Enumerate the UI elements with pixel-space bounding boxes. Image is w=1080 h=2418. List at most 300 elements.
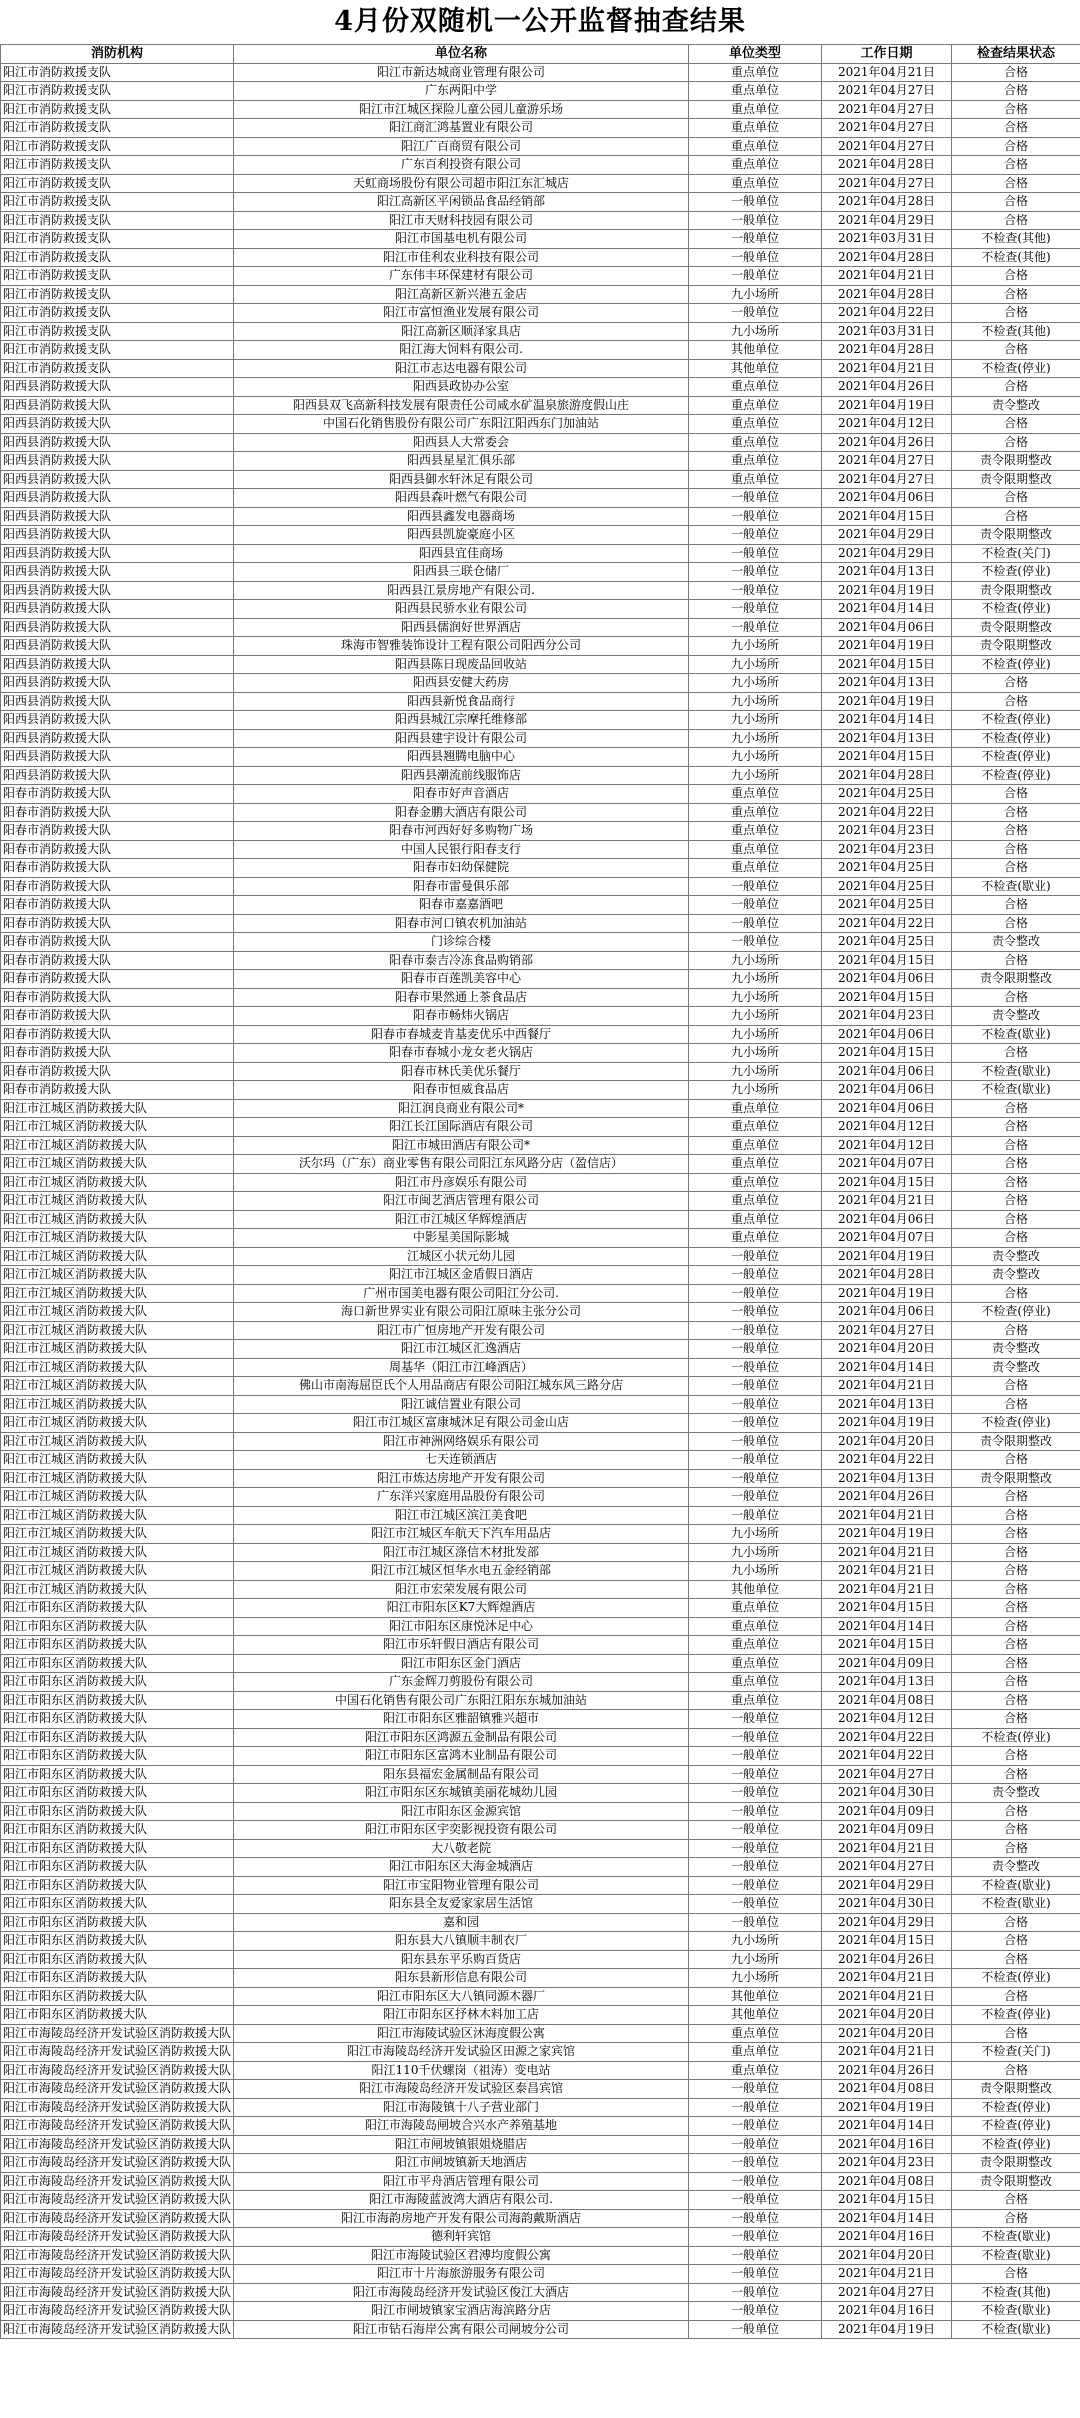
cell-agency: 阳江市海陵岛经济开发试验区消防救援大队 xyxy=(1,2154,234,2173)
cell-agency: 阳江市消防救援支队 xyxy=(1,82,234,101)
cell-unit-name: 阳江海大饲料有限公司. xyxy=(234,341,689,360)
cell-unit-type: 重点单位 xyxy=(689,785,822,804)
cell-unit-name: 沃尔玛（广东）商业零售有限公司阳江东风路分店（盈信店） xyxy=(234,1155,689,1174)
cell-unit-name: 阳西县儒润好世界酒店 xyxy=(234,618,689,637)
cell-unit-type: 重点单位 xyxy=(689,1118,822,1137)
cell-agency: 阳春市消防救援大队 xyxy=(1,1081,234,1100)
cell-work-date: 2021年04月22日 xyxy=(822,914,952,933)
cell-agency: 阳江市阳东区消防救援大队 xyxy=(1,1932,234,1951)
cell-unit-name: 阳春市河西好好多购物广场 xyxy=(234,822,689,841)
cell-unit-name: 阳西县凯旋豪庭小区 xyxy=(234,526,689,545)
cell-work-date: 2021年04月15日 xyxy=(822,1173,952,1192)
cell-work-date: 2021年04月22日 xyxy=(822,1747,952,1766)
cell-result-status: 不检查(其他) xyxy=(952,230,1080,249)
cell-work-date: 2021年04月06日 xyxy=(822,1099,952,1118)
cell-unit-name: 阳江市阳东区宇奕影视投资有限公司 xyxy=(234,1821,689,1840)
cell-unit-type: 其他单位 xyxy=(689,2006,822,2025)
cell-result-status: 不检查(歇业) xyxy=(952,2246,1080,2265)
cell-unit-name: 阳春市畅炜火锅店 xyxy=(234,1007,689,1026)
cell-agency: 阳江市江城区消防救援大队 xyxy=(1,1303,234,1322)
cell-result-status: 不检查(歇业) xyxy=(952,1025,1080,1044)
cell-unit-type: 重点单位 xyxy=(689,137,822,156)
cell-work-date: 2021年04月21日 xyxy=(822,267,952,286)
cell-unit-type: 重点单位 xyxy=(689,859,822,878)
cell-work-date: 2021年04月27日 xyxy=(822,1321,952,1340)
cell-unit-name: 阳江市钻石海岸公寓有限公司闸坡分公司 xyxy=(234,2320,689,2339)
table-row xyxy=(1,914,1080,933)
cell-work-date: 2021年04月15日 xyxy=(822,1599,952,1618)
cell-unit-name: 阳江市江城区恒华水电五金经销部 xyxy=(234,1562,689,1581)
table-row xyxy=(1,1340,1080,1359)
cell-unit-name: 阳江市闸坡镇银姐烧腊店 xyxy=(234,2135,689,2154)
table-row xyxy=(1,711,1080,730)
cell-result-status: 合格 xyxy=(952,1673,1080,1692)
cell-unit-name: 阳西县民骄水业有限公司 xyxy=(234,600,689,619)
cell-agency: 阳江市消防救援支队 xyxy=(1,193,234,212)
cell-work-date: 2021年04月27日 xyxy=(822,119,952,138)
cell-result-status: 责令限期整改 xyxy=(952,970,1080,989)
cell-work-date: 2021年04月21日 xyxy=(822,359,952,378)
cell-result-status: 合格 xyxy=(952,433,1080,452)
table-row xyxy=(1,470,1080,489)
table-row xyxy=(1,2172,1080,2191)
cell-agency: 阳江市海陵岛经济开发试验区消防救援大队 xyxy=(1,2228,234,2247)
table-row xyxy=(1,1987,1080,2006)
table-row xyxy=(1,1636,1080,1655)
cell-agency: 阳江市消防救援支队 xyxy=(1,267,234,286)
cell-unit-type: 重点单位 xyxy=(689,63,822,82)
table-row xyxy=(1,1025,1080,1044)
cell-result-status: 合格 xyxy=(952,1710,1080,1729)
table-row xyxy=(1,489,1080,508)
cell-agency: 阳江市江城区消防救援大队 xyxy=(1,1136,234,1155)
table-row xyxy=(1,174,1080,193)
cell-unit-type: 一般单位 xyxy=(689,1876,822,1895)
table-row xyxy=(1,322,1080,341)
cell-result-status: 合格 xyxy=(952,840,1080,859)
cell-agency: 阳江市阳东区消防救援大队 xyxy=(1,1673,234,1692)
cell-unit-type: 九小场所 xyxy=(689,1062,822,1081)
cell-result-status: 不检查(其他) xyxy=(952,248,1080,267)
cell-result-status: 合格 xyxy=(952,63,1080,82)
cell-result-status: 合格 xyxy=(952,1321,1080,1340)
cell-work-date: 2021年04月20日 xyxy=(822,2246,952,2265)
cell-work-date: 2021年04月13日 xyxy=(822,1395,952,1414)
cell-unit-type: 九小场所 xyxy=(689,322,822,341)
cell-work-date: 2021年04月28日 xyxy=(822,193,952,212)
cell-result-status: 合格 xyxy=(952,1617,1080,1636)
cell-agency: 阳江市阳东区消防救援大队 xyxy=(1,1913,234,1932)
cell-unit-type: 重点单位 xyxy=(689,1192,822,1211)
cell-unit-name: 阳江市阳东区富鸿木业制品有限公司 xyxy=(234,1747,689,1766)
cell-work-date: 2021年04月06日 xyxy=(822,970,952,989)
cell-result-status: 责令限期整改 xyxy=(952,452,1080,471)
cell-result-status: 责令限期整改 xyxy=(952,2154,1080,2173)
cell-result-status: 不检查(停业) xyxy=(952,563,1080,582)
cell-agency: 阳江市阳东区消防救援大队 xyxy=(1,1969,234,1988)
cell-unit-type: 九小场所 xyxy=(689,285,822,304)
cell-unit-name: 阳江高新区平闲锁品食品经销部 xyxy=(234,193,689,212)
cell-unit-type: 一般单位 xyxy=(689,1802,822,1821)
cell-work-date: 2021年04月28日 xyxy=(822,341,952,360)
table-row xyxy=(1,1173,1080,1192)
cell-agency: 阳西县消防救援大队 xyxy=(1,766,234,785)
cell-result-status: 合格 xyxy=(952,193,1080,212)
cell-result-status: 不检查(歇业) xyxy=(952,2302,1080,2321)
cell-agency: 阳江市阳东区消防救援大队 xyxy=(1,1876,234,1895)
cell-result-status: 合格 xyxy=(952,822,1080,841)
cell-result-status: 责令限期整改 xyxy=(952,637,1080,656)
cell-result-status: 合格 xyxy=(952,1173,1080,1192)
cell-unit-name: 阳江市阳东区雅韶镇雅兴超市 xyxy=(234,1710,689,1729)
cell-work-date: 2021年04月09日 xyxy=(822,1654,952,1673)
cell-unit-type: 九小场所 xyxy=(689,748,822,767)
cell-result-status: 责令限期整改 xyxy=(952,1432,1080,1451)
cell-agency: 阳江市消防救援支队 xyxy=(1,174,234,193)
table-row xyxy=(1,2061,1080,2080)
cell-unit-name: 阳江市宝阳物业管理有限公司 xyxy=(234,1876,689,1895)
cell-unit-name: 阳江市海陵岛闸坡合兴水产养殖基地 xyxy=(234,2117,689,2136)
cell-result-status: 不检查(停业) xyxy=(952,2006,1080,2025)
cell-result-status: 合格 xyxy=(952,2209,1080,2228)
cell-unit-type: 重点单位 xyxy=(689,82,822,101)
cell-result-status: 合格 xyxy=(952,1099,1080,1118)
table-row xyxy=(1,2246,1080,2265)
cell-agency: 阳江市消防救援支队 xyxy=(1,285,234,304)
cell-agency: 阳江市阳东区消防救援大队 xyxy=(1,1821,234,1840)
cell-unit-type: 九小场所 xyxy=(689,951,822,970)
cell-result-status: 合格 xyxy=(952,1821,1080,1840)
cell-result-status: 合格 xyxy=(952,267,1080,286)
cell-work-date: 2021年04月30日 xyxy=(822,1784,952,1803)
cell-unit-type: 一般单位 xyxy=(689,1284,822,1303)
cell-agency: 阳春市消防救援大队 xyxy=(1,933,234,952)
cell-unit-type: 一般单位 xyxy=(689,2172,822,2191)
cell-unit-name: 阳江市海陵蓝波湾大酒店有限公司. xyxy=(234,2191,689,2210)
cell-unit-name: 阳春市泰吉冷冻食品购销部 xyxy=(234,951,689,970)
cell-result-status: 不检查(歇业) xyxy=(952,1876,1080,1895)
cell-result-status: 不检查(关门) xyxy=(952,2043,1080,2062)
cell-result-status: 合格 xyxy=(952,82,1080,101)
cell-work-date: 2021年03月31日 xyxy=(822,230,952,249)
cell-agency: 阳江市消防救援支队 xyxy=(1,211,234,230)
cell-work-date: 2021年04月26日 xyxy=(822,378,952,397)
cell-agency: 阳江市江城区消防救援大队 xyxy=(1,1321,234,1340)
cell-unit-type: 一般单位 xyxy=(689,1488,822,1507)
cell-work-date: 2021年04月27日 xyxy=(822,174,952,193)
cell-result-status: 合格 xyxy=(952,1506,1080,1525)
cell-work-date: 2021年04月27日 xyxy=(822,1858,952,1877)
cell-agency: 阳江市消防救援支队 xyxy=(1,63,234,82)
cell-agency: 阳江市阳东区消防救援大队 xyxy=(1,1691,234,1710)
cell-unit-name: 阳江润良商业有限公司* xyxy=(234,1099,689,1118)
cell-result-status: 合格 xyxy=(952,1136,1080,1155)
results-table xyxy=(0,44,1080,2339)
cell-agency: 阳江市江城区消防救援大队 xyxy=(1,1192,234,1211)
cell-unit-type: 一般单位 xyxy=(689,2209,822,2228)
cell-agency: 阳江市江城区消防救援大队 xyxy=(1,1340,234,1359)
cell-agency: 阳春市消防救援大队 xyxy=(1,1025,234,1044)
table-row xyxy=(1,1617,1080,1636)
table-row xyxy=(1,581,1080,600)
cell-unit-name: 阳江高新区顺泽家具店 xyxy=(234,322,689,341)
table-row xyxy=(1,544,1080,563)
cell-work-date: 2021年04月28日 xyxy=(822,285,952,304)
table-row xyxy=(1,396,1080,415)
cell-work-date: 2021年04月06日 xyxy=(822,1025,952,1044)
table-row xyxy=(1,1321,1080,1340)
cell-unit-type: 一般单位 xyxy=(689,2154,822,2173)
cell-unit-name: 阳江市阳东区金门酒店 xyxy=(234,1654,689,1673)
cell-work-date: 2021年04月20日 xyxy=(822,1340,952,1359)
cell-result-status: 合格 xyxy=(952,304,1080,323)
cell-unit-type: 重点单位 xyxy=(689,378,822,397)
cell-agency: 阳江市阳东区消防救援大队 xyxy=(1,1765,234,1784)
cell-unit-type: 一般单位 xyxy=(689,1506,822,1525)
cell-agency: 阳江市海陵岛经济开发试验区消防救援大队 xyxy=(1,2061,234,2080)
cell-work-date: 2021年04月21日 xyxy=(822,1543,952,1562)
cell-result-status: 合格 xyxy=(952,378,1080,397)
table-row xyxy=(1,951,1080,970)
cell-unit-name: 阳江长江国际酒店有限公司 xyxy=(234,1118,689,1137)
cell-unit-type: 重点单位 xyxy=(689,1673,822,1692)
cell-result-status: 合格 xyxy=(952,489,1080,508)
cell-unit-name: 阳江市阳东区金源宾馆 xyxy=(234,1802,689,1821)
cell-unit-type: 一般单位 xyxy=(689,267,822,286)
cell-unit-type: 九小场所 xyxy=(689,1525,822,1544)
cell-result-status: 合格 xyxy=(952,211,1080,230)
table-row xyxy=(1,1469,1080,1488)
cell-agency: 阳江市江城区消防救援大队 xyxy=(1,1525,234,1544)
cell-work-date: 2021年04月15日 xyxy=(822,988,952,1007)
table-row xyxy=(1,822,1080,841)
table-row xyxy=(1,859,1080,878)
table-row xyxy=(1,1580,1080,1599)
cell-work-date: 2021年04月20日 xyxy=(822,2006,952,2025)
table-row xyxy=(1,248,1080,267)
cell-work-date: 2021年03月31日 xyxy=(822,322,952,341)
cell-unit-type: 重点单位 xyxy=(689,1099,822,1118)
cell-work-date: 2021年04月21日 xyxy=(822,1839,952,1858)
cell-result-status: 合格 xyxy=(952,1654,1080,1673)
cell-result-status: 合格 xyxy=(952,174,1080,193)
cell-work-date: 2021年04月06日 xyxy=(822,1303,952,1322)
cell-agency: 阳春市消防救援大队 xyxy=(1,822,234,841)
cell-unit-name: 阳江市国基电机有限公司 xyxy=(234,230,689,249)
table-row xyxy=(1,1765,1080,1784)
table-row xyxy=(1,877,1080,896)
cell-work-date: 2021年04月26日 xyxy=(822,2061,952,2080)
cell-unit-type: 重点单位 xyxy=(689,156,822,175)
cell-work-date: 2021年04月16日 xyxy=(822,2228,952,2247)
cell-unit-name: 德利轩宾馆 xyxy=(234,2228,689,2247)
cell-unit-name: 阳西县星星汇俱乐部 xyxy=(234,452,689,471)
table-row xyxy=(1,970,1080,989)
cell-unit-type: 一般单位 xyxy=(689,1765,822,1784)
cell-unit-name: 阳江商汇鸿基置业有限公司 xyxy=(234,119,689,138)
table-row xyxy=(1,304,1080,323)
cell-unit-name: 阳江市富恒渔业发展有限公司 xyxy=(234,304,689,323)
cell-unit-name: 广东百利投资有限公司 xyxy=(234,156,689,175)
cell-unit-type: 重点单位 xyxy=(689,1210,822,1229)
cell-unit-name: 阳春市林氏美优乐餐厅 xyxy=(234,1062,689,1081)
cell-work-date: 2021年04月27日 xyxy=(822,452,952,471)
cell-unit-type: 重点单位 xyxy=(689,1636,822,1655)
table-row xyxy=(1,1007,1080,1026)
table-row xyxy=(1,2024,1080,2043)
cell-result-status: 合格 xyxy=(952,1229,1080,1248)
cell-unit-name: 珠海市智雅装饰设计工程有限公司阳西分公司 xyxy=(234,637,689,656)
table-row xyxy=(1,1395,1080,1414)
table-row xyxy=(1,2283,1080,2302)
cell-unit-name: 阳春金鹏大酒店有限公司 xyxy=(234,803,689,822)
cell-agency: 阳春市消防救援大队 xyxy=(1,1062,234,1081)
cell-work-date: 2021年04月28日 xyxy=(822,766,952,785)
cell-result-status: 不检查(停业) xyxy=(952,655,1080,674)
cell-agency: 阳西县消防救援大队 xyxy=(1,452,234,471)
cell-work-date: 2021年04月27日 xyxy=(822,470,952,489)
cell-unit-type: 一般单位 xyxy=(689,1784,822,1803)
table-row xyxy=(1,840,1080,859)
cell-result-status: 不检查(停业) xyxy=(952,2135,1080,2154)
table-row xyxy=(1,1414,1080,1433)
cell-agency: 阳江市海陵岛经济开发试验区消防救援大队 xyxy=(1,2098,234,2117)
cell-result-status: 不检查(关门) xyxy=(952,544,1080,563)
cell-unit-name: 门诊综合楼 xyxy=(234,933,689,952)
cell-agency: 阳江市阳东区消防救援大队 xyxy=(1,1747,234,1766)
cell-agency: 阳江市江城区消防救援大队 xyxy=(1,1395,234,1414)
cell-unit-name: 阳东县东平乐购百货店 xyxy=(234,1950,689,1969)
cell-unit-name: 阳西县宜佳商场 xyxy=(234,544,689,563)
table-row xyxy=(1,63,1080,82)
cell-result-status: 合格 xyxy=(952,1525,1080,1544)
table-row xyxy=(1,2191,1080,2210)
cell-result-status: 合格 xyxy=(952,896,1080,915)
cell-unit-type: 一般单位 xyxy=(689,2135,822,2154)
table-row xyxy=(1,933,1080,952)
cell-unit-name: 天虹商场股份有限公司超市阳江东汇城店 xyxy=(234,174,689,193)
cell-result-status: 合格 xyxy=(952,1377,1080,1396)
cell-agency: 阳江市江城区消防救援大队 xyxy=(1,1562,234,1581)
cell-work-date: 2021年04月28日 xyxy=(822,156,952,175)
cell-result-status: 不检查(停业) xyxy=(952,2117,1080,2136)
cell-unit-name: 阳春市河口镇农机加油站 xyxy=(234,914,689,933)
cell-result-status: 合格 xyxy=(952,692,1080,711)
cell-unit-type: 九小场所 xyxy=(689,1932,822,1951)
cell-work-date: 2021年04月06日 xyxy=(822,1210,952,1229)
cell-unit-name: 阳春市春城小龙女老火锅店 xyxy=(234,1044,689,1063)
cell-unit-name: 阳江市阳东区抒林木料加工店 xyxy=(234,2006,689,2025)
cell-unit-type: 重点单位 xyxy=(689,119,822,138)
cell-agency: 阳江市消防救援支队 xyxy=(1,359,234,378)
cell-unit-name: 阳东县大八镇顺丰制衣厂 xyxy=(234,1932,689,1951)
cell-work-date: 2021年04月22日 xyxy=(822,304,952,323)
cell-agency: 阳江市江城区消防救援大队 xyxy=(1,1247,234,1266)
cell-unit-name: 阳西县三联仓储厂 xyxy=(234,563,689,582)
table-row xyxy=(1,526,1080,545)
cell-agency: 阳江市消防救援支队 xyxy=(1,100,234,119)
cell-unit-type: 一般单位 xyxy=(689,1710,822,1729)
cell-work-date: 2021年04月29日 xyxy=(822,526,952,545)
cell-agency: 阳春市消防救援大队 xyxy=(1,785,234,804)
table-row xyxy=(1,1913,1080,1932)
cell-work-date: 2021年04月21日 xyxy=(822,1562,952,1581)
cell-unit-type: 重点单位 xyxy=(689,433,822,452)
table-row xyxy=(1,2265,1080,2284)
cell-unit-name: 阳西县翘腾电脑中心 xyxy=(234,748,689,767)
cell-work-date: 2021年04月21日 xyxy=(822,1987,952,2006)
cell-unit-type: 一般单位 xyxy=(689,1321,822,1340)
cell-result-status: 合格 xyxy=(952,1987,1080,2006)
cell-unit-name: 阳江市新达城商业管理有限公司 xyxy=(234,63,689,82)
cell-agency: 阳江市消防救援支队 xyxy=(1,119,234,138)
table-row xyxy=(1,415,1080,434)
table-row xyxy=(1,2302,1080,2321)
table-row xyxy=(1,82,1080,101)
table-row xyxy=(1,1118,1080,1137)
cell-result-status: 合格 xyxy=(952,1950,1080,1969)
cell-result-status: 合格 xyxy=(952,2061,1080,2080)
cell-unit-name: 阳江市神洲网络娱乐有限公司 xyxy=(234,1432,689,1451)
cell-work-date: 2021年04月19日 xyxy=(822,1525,952,1544)
cell-agency: 阳江市江城区消防救援大队 xyxy=(1,1451,234,1470)
cell-unit-name: 阳江高新区新兴港五金店 xyxy=(234,285,689,304)
cell-result-status: 不检查(歇业) xyxy=(952,2228,1080,2247)
cell-unit-type: 一般单位 xyxy=(689,1728,822,1747)
cell-unit-name: 阳江市海陵岛经济开发试验区泰昌宾馆 xyxy=(234,2080,689,2099)
cell-work-date: 2021年04月27日 xyxy=(822,137,952,156)
cell-result-status: 责令整改 xyxy=(952,1247,1080,1266)
cell-result-status: 责令整改 xyxy=(952,1858,1080,1877)
cell-agency: 阳江市江城区消防救援大队 xyxy=(1,1469,234,1488)
header-agency: 消防机构 xyxy=(1,45,234,64)
cell-agency: 阳西县消防救援大队 xyxy=(1,489,234,508)
cell-unit-type: 一般单位 xyxy=(689,526,822,545)
table-row xyxy=(1,1673,1080,1692)
cell-unit-type: 九小场所 xyxy=(689,674,822,693)
table-row xyxy=(1,1377,1080,1396)
cell-unit-type: 一般单位 xyxy=(689,211,822,230)
table-row xyxy=(1,655,1080,674)
cell-work-date: 2021年04月13日 xyxy=(822,1469,952,1488)
cell-agency: 阳江市海陵岛经济开发试验区消防救援大队 xyxy=(1,2191,234,2210)
cell-result-status: 合格 xyxy=(952,1210,1080,1229)
cell-work-date: 2021年04月09日 xyxy=(822,1802,952,1821)
cell-agency: 阳江市海陵岛经济开发试验区消防救援大队 xyxy=(1,2320,234,2339)
cell-agency: 阳春市消防救援大队 xyxy=(1,1007,234,1026)
cell-result-status: 合格 xyxy=(952,2265,1080,2284)
cell-work-date: 2021年04月25日 xyxy=(822,896,952,915)
table-row xyxy=(1,1728,1080,1747)
cell-agency: 阳江市海陵岛经济开发试验区消防救援大队 xyxy=(1,2209,234,2228)
cell-unit-type: 重点单位 xyxy=(689,1691,822,1710)
cell-unit-type: 其他单位 xyxy=(689,1987,822,2006)
cell-unit-name: 阳春市好声音酒店 xyxy=(234,785,689,804)
cell-result-status: 责令限期整改 xyxy=(952,581,1080,600)
cell-work-date: 2021年04月19日 xyxy=(822,1414,952,1433)
cell-result-status: 不检查(歇业) xyxy=(952,2320,1080,2339)
table-row xyxy=(1,1654,1080,1673)
table-row xyxy=(1,1876,1080,1895)
cell-unit-type: 一般单位 xyxy=(689,2246,822,2265)
table-row xyxy=(1,1247,1080,1266)
table-row xyxy=(1,156,1080,175)
table-row xyxy=(1,1562,1080,1581)
cell-work-date: 2021年04月09日 xyxy=(822,1821,952,1840)
cell-unit-type: 一般单位 xyxy=(689,1432,822,1451)
cell-result-status: 不检查(歇业) xyxy=(952,877,1080,896)
cell-unit-name: 阳江市宏荣发展有限公司 xyxy=(234,1580,689,1599)
